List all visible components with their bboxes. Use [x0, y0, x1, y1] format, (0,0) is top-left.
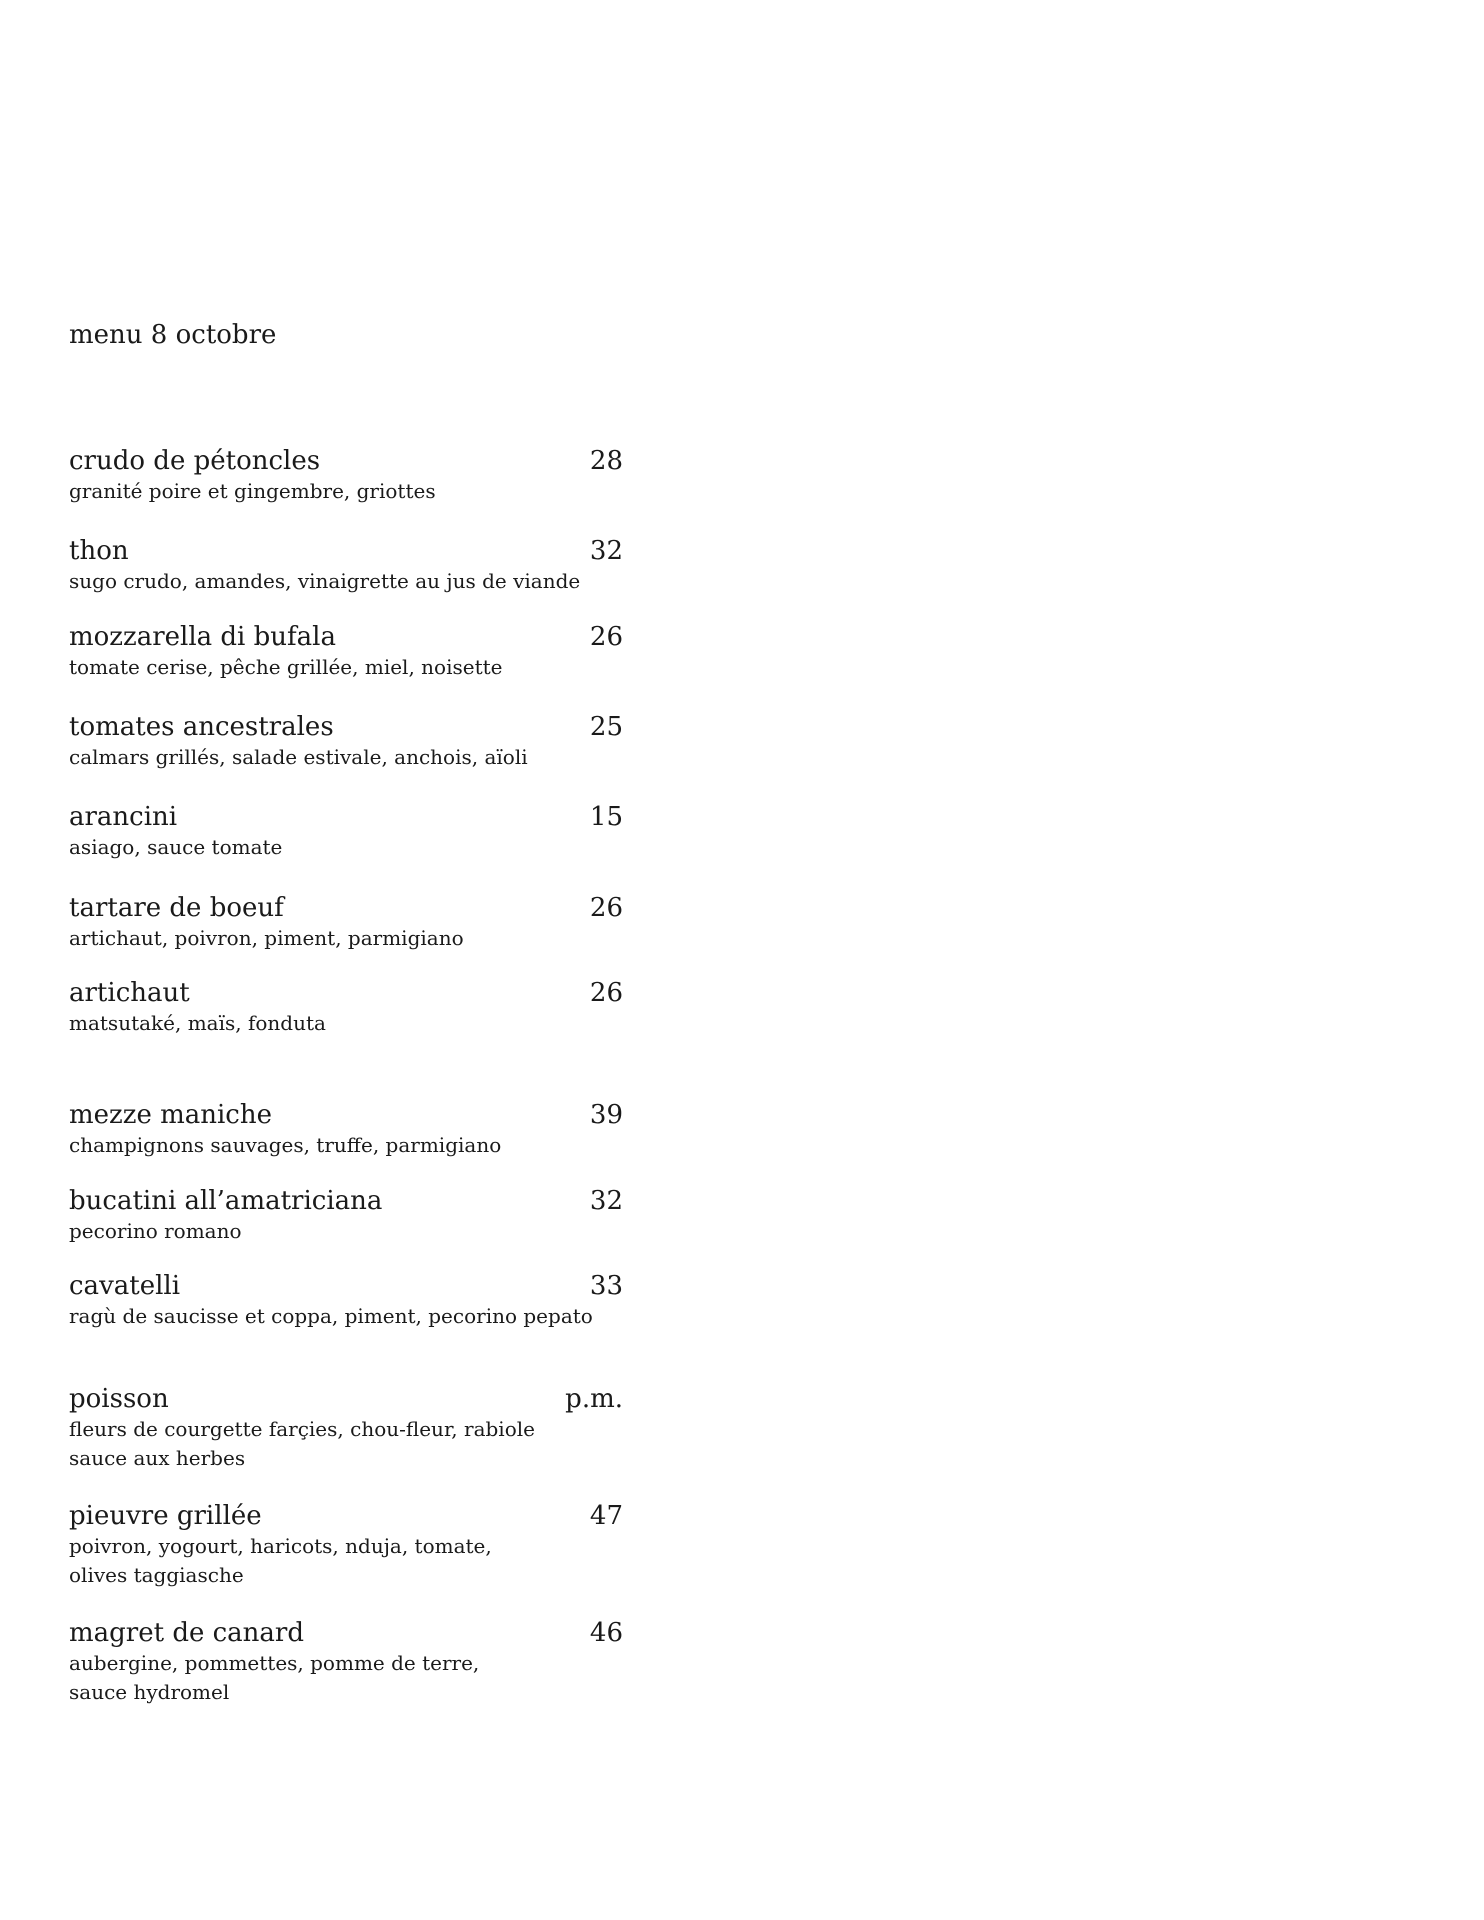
item-name: mezze maniche [69, 1100, 272, 1130]
item-name: bucatini all’amatriciana [69, 1186, 383, 1216]
item-price: 26 [589, 622, 623, 652]
item-name: magret de canard [69, 1618, 305, 1648]
menu-item [69, 977, 629, 1038]
item-description-line2: olives taggiasche [69, 1563, 244, 1587]
menu-item [69, 1500, 629, 1590]
item-name: poisson [69, 1384, 169, 1414]
item-price: p.m. [565, 1384, 623, 1414]
menu-item [69, 535, 629, 596]
item-description: champignons sauvages, truffe, parmigiano [69, 1133, 502, 1157]
item-price: 32 [589, 536, 623, 566]
item-description: pecorino romano [69, 1219, 242, 1243]
item-description: artichaut, poivron, piment, parmigiano [69, 926, 464, 950]
item-price: 47 [589, 1501, 623, 1531]
menu-item [69, 1270, 629, 1331]
item-price: 46 [589, 1618, 623, 1648]
menu-item [69, 621, 629, 682]
item-description: ragù de saucisse et coppa, piment, pecorino pepato [69, 1304, 593, 1328]
item-name: pieuvre grillée [69, 1501, 262, 1531]
item-name: cavatelli [69, 1271, 181, 1301]
menu-item [69, 1383, 629, 1473]
menu-title: menu 8 octobre [69, 320, 277, 350]
item-description: asiago, sauce tomate [69, 835, 283, 859]
item-name: tomates ancestrales [69, 712, 334, 742]
item-description-line2: sauce hydromel [69, 1680, 230, 1704]
item-description: matsutaké, maïs, fonduta [69, 1011, 326, 1035]
item-description-line2: sauce aux herbes [69, 1446, 246, 1470]
menu-item [69, 445, 629, 506]
item-description: aubergine, pommettes, pomme de terre, [69, 1651, 480, 1675]
menu-item [69, 711, 629, 772]
item-description: calmars grillés, salade estivale, anchois, aïoli [69, 745, 528, 769]
menu-item [69, 1617, 629, 1707]
menu-item [69, 1185, 629, 1246]
item-name: arancini [69, 802, 178, 832]
item-price: 33 [589, 1271, 623, 1301]
item-price: 25 [589, 712, 623, 742]
item-description: tomate cerise, pêche grillée, miel, noisette [69, 655, 503, 679]
item-name: crudo de pétoncles [69, 446, 321, 476]
item-price: 32 [589, 1186, 623, 1216]
item-description: granité poire et gingembre, griottes [69, 479, 436, 503]
item-price: 39 [589, 1100, 623, 1130]
item-name: tartare de boeuf [69, 893, 284, 923]
item-price: 26 [589, 978, 623, 1008]
item-price: 15 [589, 802, 623, 832]
menu-item [69, 801, 629, 862]
menu-item [69, 1099, 629, 1160]
item-price: 26 [589, 893, 623, 923]
menu-item [69, 892, 629, 953]
item-price: 28 [589, 446, 623, 476]
item-name: artichaut [69, 978, 190, 1008]
item-description: fleurs de courgette farçies, chou-fleur, rabiole [69, 1417, 535, 1441]
item-description: poivron, yogourt, haricots, nduja, tomate, [69, 1534, 492, 1558]
item-description: sugo crudo, amandes, vinaigrette au jus de viande [69, 569, 581, 593]
item-name: thon [69, 536, 129, 566]
item-name: mozzarella di bufala [69, 622, 336, 652]
